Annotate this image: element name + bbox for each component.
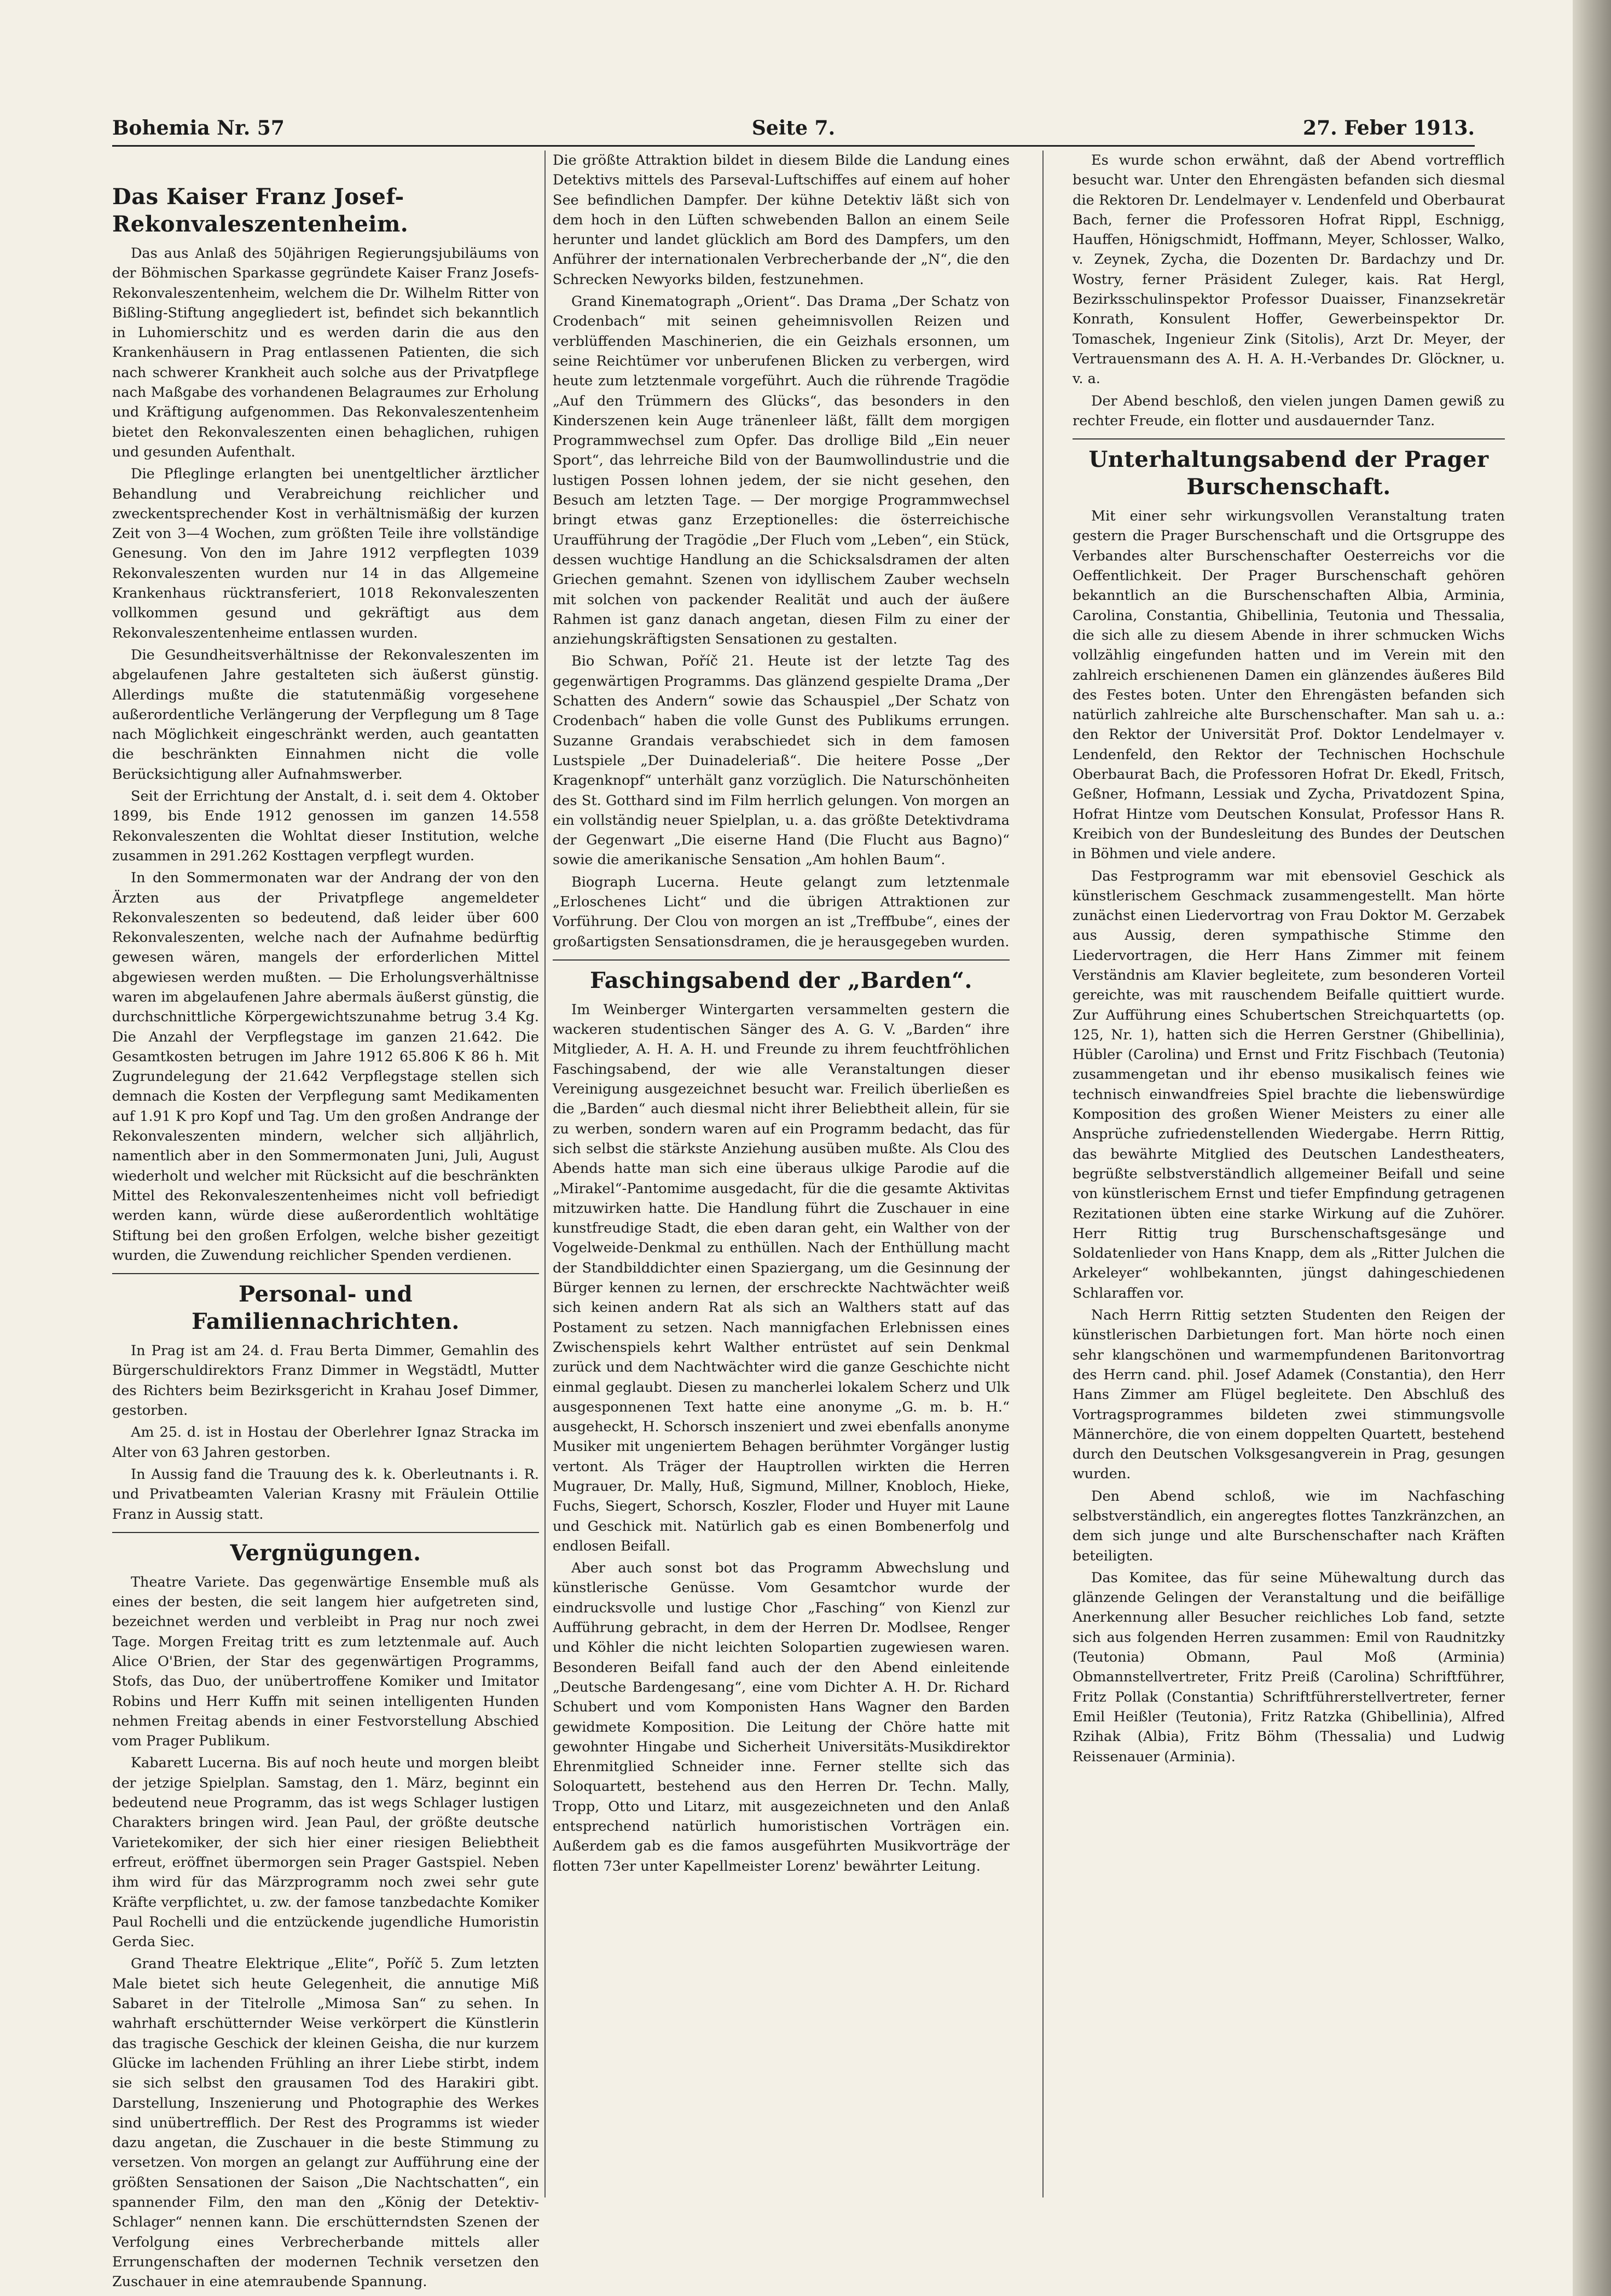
paragraph: Den Abend schloß, wie im Nachfasching selbstverständlich, ein angeregtes flottes Tanzkränzchen, an dem sich junge und alte Burschenschafter nach Kräften beteiligten.: [1073, 1488, 1505, 1564]
paragraph: Kabarett Lucerna. Bis auf noch heute und morgen bleibt der jetzige Spielplan. Samstag, den 1. März, beginnt ein bedeutend neue Programm, das ist wegs Schlager lustigen Charakters bringen wird. Jean Paul, der größte deutsche Varietekomiker, der sich hier einer riesigen Beliebtheit erfreut, eröffnet übermorgen sein Prager Gastspiel. Neben ihm wird für das Märzprogramm noch zwei sehr gute Kräfte verpflichtet, u. zw. der famose tanzbedachte Komiker Paul Rochelli und die entzückende jugendliche Humoristin Gerda Siec.: [112, 1755, 539, 1951]
paragraph: Grand Theatre Elektrique „Elite“, Poříč 5. Zum letzten Male bietet sich heute Gelegenheit, die annutige Miß Sabaret in der Titelrolle „Mimosa San“ zu sehen. In wahrhaft erschütternder Weise verkörpert die Künstlerin das tragische Geschick der kleinen Geisha, die nur kurzem Glücke im lachenden Frühling an ihrer Liebe stirbt, indem sie sich selbst den grausamen Tod des Harakiri gibt. Darstellung, Inszenierung und Photographie des Werkes sind unübertrefflich. Der Rest des Programms ist wieder dazu angetan, die Zuschauer in die beste Stimmung zu versetzen. Von morgen an gelangt zur Aufführung eine der größten Sensationen der Saison „Die Nachtschatten“, ein spannender Film, den man den „König der Detektiv-Schlager“ nennen kann. Die erschütterndsten Szenen der Verfolgung eines Verbrecherbande mittels aller Errungenschaften der modernen Technik versetzen den Zuschauer in eine atemraubende Spannung.: [112, 1956, 539, 2291]
section-headline: Personal- und Familiennachrichten.: [192, 1281, 460, 1335]
header-center: Seite 7.: [751, 117, 836, 140]
column-rule: [544, 151, 546, 2197]
paragraph: In Aussig fand die Trauung des k. k. Oberleutnants i. R. und Privatbeamten Valerian Krasny mit Fräulein Ottilie Franz in Aussig statt.: [112, 1466, 539, 1523]
paragraph: Am 25. d. ist in Hostau der Oberlehrer Ignaz Stracka im Alter von 63 Jahren gestorben.: [112, 1424, 539, 1461]
paragraph: Grand Kinematograph „Orient“. Das Drama „Der Schatz von Crodenbach“ mit seinen geheimnisvollen Reizen und verblüffenden Maschinerien, die ein Geizhals ersonnen, um seine Reichtümer vor unberufenen Blicken zu verbergen, wird heute zum letztenmale vorgeführt. Auch die rührende Tragödie „Auf den Trümmern des Glücks“, das besonders in den Kinderszenen kein Auge tränenleer läßt, fällt dem morgigen Programmwechsel zum Opfer. Das drollige Bild „Ein neuer Sport“, das lehrreiche Bild von der Baumwollindustrie und die lustigen Possen lohnen jedem, der sie nicht gesehen, den Besuch am letzten Tage. — Der morgige Programmwechsel bringt etwas ganz Erzeptionelles: die österreichische Uraufführung der Tragödie „Der Fluch vom „Leben“, ein Stück, dessen wuchtige Handlung an die Schicksalsdramen der alten Griechen gemahnt. Szenen von idyllischem Zauber wechseln mit solchen von packender Realität und auch der äußere Rahmen ist ganz danach angetan, diesen Film zu einer der anziehungskräftigsten Sensationen zu gestalten.: [553, 293, 1010, 648]
section-headline: Vergnügungen.: [230, 1540, 421, 1566]
page-header: [112, 112, 1475, 147]
paragraph: Das Komitee, das für seine Mühewaltung durch das glänzende Gelingen der Veranstaltung und die beifällige Anerkennung aller Besucher reichliches Lob fand, setzte sich aus folgenden Herren zusammen: Emil von Raudnitzky (Teutonia) Obmann, Paul Moß (Arminia) Obmannstellvertreter, Fritz Preiß (Carolina) Schriftführer, Fritz Pollak (Constantia) Schriftführerstellvertreter, ferner Emil Heißler (Teutonia), Fritz Ratzka (Ghibellinia), Alfred Rzihak (Albia), Fritz Böhm (Thessalia) und Ludwig Reissenauer (Arminia).: [1073, 1569, 1505, 1765]
header-left: Bohemia Nr. 57: [112, 117, 285, 140]
column-rule: [1042, 151, 1044, 2197]
divider: [1073, 438, 1505, 439]
paragraph: In Prag ist am 24. d. Frau Berta Dimmer, Gemahlin des Bürgerschuldirektors Franz Dimmer in Wegstädtl, Mutter des Richters beim Bezirksgericht in Krahau Josef Dimmer, gestorben.: [112, 1343, 539, 1419]
section-headline: Unterhaltungsabend der Prager Burschenschaft.: [1088, 447, 1489, 500]
paragraph: Die Gesundheitsverhältnisse der Rekonvaleszenten im abgelaufenen Jahre gestalteten sich äußerst günstig. Allerdings mußte die statutenmäßig vorgesehene außerordentliche Verlängerung der Verpflegung um 8 Tage nach Möglichkeit eingeschränkt werden, auch geantatten die beschränkten Einnahmen nicht die volle Berücksichtigung aller Aufnahmswerber.: [112, 646, 539, 783]
paragraph: Bio Schwan, Poříč 21. Heute ist der letzte Tag des gegenwärtigen Programms. Das glänzend gespielte Drama „Der Schatten des Andern“ sowie das Schauspiel „Der Schatz von Crodenbach“ haben die volle Gunst des Publikums errungen. Suzanne Grandais verabschiedet sich in dem famosen Lustspiele „Der Duinadeleriaß“. Die heitere Posse „Der Kragenknopf“ unterhält ganz vorzüglich. Die Naturschönheiten des St. Gotthard sind im Film herrlich gelungen. Von morgen an ein vollständig neuer Spielplan, u. a. das größte Detektivdrama der Gegenwart „Die eiserne Hand (Die Flucht aus Bagno)“ sowie die amerikanische Sensation „Am hohlen Baum“.: [553, 653, 1010, 869]
paragraph: Mit einer sehr wirkungsvollen Veranstaltung traten gestern die Prager Burschenschaft und die Ortsgruppe des Verbandes alter Burschenschafter Oesterreichs vor die Oeffentlichkeit. Der Prager Burschenschaft gehören bekanntlich an die Burschenschaften Albia, Arminia, Carolina, Constantia, Ghibellinia, Teutonia und Thessalia, die sich alle zu diesem Abende in ihrer schmucken Wichs vollzählig eingefunden hatten und im Verein mit den zahlreich erschienenen Damen ein glänzendes äußeres Bild des Festes boten. Unter den Ehrengästen befanden sich natürlich zahlreiche alte Burschenschafter. Man sah u. a.: den Rektor der Universität Prof. Doktor Lendelmayer v. Lendenfeld, den Rektor der Technischen Hochschule Oberbaurat Bach, die Professoren Hofrat Dr. Ekedl, Fritsch, Geßner, Hofmann, Lessiak und Zycha, Privatdozent Spina, Hofrat Hintze vom Deutschen Konsulat, Professor Hans R. Kreibich von der Bundesleitung des Bundes der Deutschen in Böhmen und viele andere.: [1073, 508, 1505, 863]
paragraph: Seit der Errichtung der Anstalt, d. i. seit dem 4. Oktober 1899, bis Ende 1912 genossen im ganzen 14.558 Rekonvaleszenten die Wohltat dieser Institution, welche zusammen in 291.262 Kosttagen verpflegt wurden.: [112, 788, 539, 864]
paragraph: Das aus Anlaß des 50jährigen Regierungsjubiläums von der Böhmischen Sparkasse gegründete Kaiser Franz Josefs-Rekonvaleszentenheim, welchem die Dr. Wilhelm Ritter von Bißling-Stiftung angegliedert ist, befindet sich bekanntlich in Luhomierschitz und es werden darin die aus den Krankenhäusern in Prag entlassenen Patienten, die sich nach schwerer Krankheit auch solche aus der Privatpflege nach Maßgabe des vorhandenen Belagraumes zur Erholung und Kräftigung aufgenommen. Das Rekonvaleszentenheim bietet den Rekonvaleszenten einen behaglichen, ruhigen und gesunden Aufenthalt.: [112, 245, 539, 460]
paragraph: Aber auch sonst bot das Programm Abwechslung und künstlerische Genüsse. Vom Gesamtchor wurde der eindrucksvolle und lustige Chor „Fasching“ von Kienzl zur Aufführung gebracht, in dem der Herren Dr. Modlsee, Renger und Köhler die nicht leichten Solopartien zugewiesen waren. Besonderen Beifall fand auch der den Abend einleitende „Deutsche Bardengesang“, eine vom Dichter A. H. Dr. Richard Schubert und vom Komponisten Hans Wagner den Barden gewidmete Komposition. Die Leitung der Chöre hatte mit gewohnter Hingabe und Sicherheit Universitäts-Musikdirektor Ehrenmitglied Schneider inne. Ferner stellte sich das Soloquartett, bestehend aus den Herren Dr. Techn. Mally, Tropp, Otto und Litarz, mit ausgezeichneten und den Anlaß entsprechend natürlich humoristischen Vorträgen ein. Außerdem gab es die famos ausgeführten Musikvorträge der flotten 73er unter Kapellmeister Lorenz' bewährter Leitung.: [553, 1560, 1010, 1875]
paragraph: Theatre Variete. Das gegenwärtige Ensemble muß als eines der besten, die seit langem hier aufgetreten sind, bezeichnet werden und verbleibt in Prag nur noch zwei Tage. Morgen Freitag tritt es zum letztenmale auf. Auch Alice O'Brien, der Star des gegenwärtigen Programms, Stofs, das Duo, der unübertroffene Komiker und Imitator Robins und Herr Kuffn mit seinen intelligenten Hunden nehmen Freitag abends in einer Festvorstellung Abschied vom Prager Publikum.: [112, 1574, 539, 1750]
paragraph: Die größte Attraktion bildet in diesem Bilde die Landung eines Detektivs mittels des Parseval-Luftschiffes auf einem auf hoher See befindlichen Dampfer. Der kühne Detektiv läßt sich von dem hoch in den Lüften schwebenden Ballon an einem Seile herunter und landet glücklich am Bord des Dampfers, um den Anführer der internationalen Verbrecherbande der „N“, die den Schrecken Newyorks bilden, festzunehmen.: [553, 152, 1010, 288]
paragraph: Biograph Lucerna. Heute gelangt zum letztenmale „Erloschenes Licht“ und die übrigen Attraktionen zur Vorführung. Der Clou von morgen an ist „Treffbube“, eines der großartigsten Sensationsdramen, die je herausgegeben wurden.: [553, 874, 1010, 950]
divider: [112, 1273, 539, 1274]
divider: [553, 959, 1010, 961]
paragraph: Die Pfleglinge erlangten bei unentgeltlicher ärztlicher Behandlung und Verabreichung reichlicher und zweckentsprechender Kost in verhältnismäßig der kurzen Zeit von 3—4 Wochen, zum größten Teile ihre vollständige Genesung. Von den im Jahre 1912 verpflegten 1039 Rekonvaleszenten wurden nur 14 in das Allgemeine Krankenhaus rücktransferiert, 1018 Rekonvaleszenten vollkommen gesund und gekräftigt aus dem Rekonvaleszentenheime entlassen wurden.: [112, 466, 539, 641]
paragraph: In den Sommermonaten war der Andrang der von den Ärzten aus der Privatpflege angemeldeter Rekonvaleszenten so bedeutend, daß leider über 600 Rekonvaleszenten, welche nach der Aufnahme bedürftig gewesen wären, mangels der erforderlichen Mittel abgewiesen werden mußten. — Die Erholungsverhältnisse waren im abgelaufenen Jahre abermals äußerst günstig, die durchschnittliche Körpergewichtszunahme betrug 3.4 Kg. Die Anzahl der Verpflegstage im ganzen 21.642. Die Gesamtkosten betrugen im Jahre 1912 65.806 K 86 h. Mit Zugrundelegung der 21.642 Verpflegstage stellen sich demnach die Kosten der Verpflegung samt Medikamenten auf 1.91 K pro Kopf und Tag. Um den großen Andrange der Rekonvaleszenten mindern, welcher sich alljährlich, namentlich aber in den Sommermonaten Juni, Juli, August wiederholt und welcher mit Rücksicht auf die beschränkten Mittel des Rekonvaleszentenheimes nicht voll befriedigt werden kann, würde diese außerordentlich wohltätige Stiftung bei den großen Erfolgen, welche bisher gezeitigt wurden, die Zuwendung reichlicher Spenden verdienen.: [112, 870, 539, 1264]
column-2: [553, 151, 1010, 2197]
paragraph: Der Abend beschloß, den vielen jungen Damen gewiß zu rechter Freude, ein flotter und ausdauernder Tanz.: [1073, 392, 1505, 429]
paragraph: Das Festprogramm war mit ebensoviel Geschick als künstlerischem Geschmack zusammengestellt. Man hörte zunächst einen Liedervortrag von Frau Doktor M. Gerzabek aus Aussig, deren sympathische Stimme den Liedervortragen, die Herr Hans Zimmer mit feinem Verständnis am Klavier begleitete, zum besonderen Vorteil gereichte, was mit rauschendem Beifalle quittiert wurde. Zur Aufführung eines Schubertschen Streichquartetts (op. 125, Nr. 1), hatten sich die Herren Gerstner (Ghibellinia), Hübler (Carolina) und Ernst und Fritz Fischbach (Teutonia) zusammengetan und ihr ebenso musikalisch feines wie technisch einwandfreies Spiel brachte die liebenswürdige Komposition des großen Wiener Meisters zu einer alle Ansprüche zufriedenstellenden Wiedergabe. Herrn Rittig, das bewährte Mitglied des Deutschen Landestheaters, begrüßte selbstverständlich allgemeiner Beifall und seine von künstlerischem Ernst und tiefer Empfindung getragenen Rezitationen übten eine starke Wirkung auf die Zuhörer. Herr Rittig trug Burschenschaftsgesänge und Soldatenlieder von Hans Knapp, dem als „Ritter Julchen die Arkeleyer“ wohlbekannten, jüngst dahingeschiedenen Schlaraffen vor.: [1073, 867, 1505, 1302]
paragraph: Nach Herrn Rittig setzten Studenten den Reigen der künstlerischen Darbietungen fort. Man hörte noch einen sehr klangschönen und warmempfundenen Baritonvortrag des Herrn cand. phil. Josef Adamek (Constantia), den Herr Hans Zimmer am Flügel begleitete. Den Abschluß des Vortragsprogrammes bildeten zwei stimmungsvolle Männerchöre, die von einem doppelten Quartett, bestehend durch den Deutschen Volksgesangverein in Prag, gesungen wurden.: [1073, 1307, 1505, 1483]
paragraph: Im Weinberger Wintergarten versammelten gestern die wackeren studentischen Sänger des A. G. V. „Barden“ ihre Mitglieder, A. H. A. H. und Freunde zu ihrem feuchtfröhlichen Faschingsabend, der wie alle Veranstaltungen dieser Vereinigung ausgezeichnet besucht war. Freilich überließen es die „Barden“ auch diesmal nicht ihrer Beliebtheit allein, für sie zu werben, sondern waren auf ein Programm bedacht, das für sich selbst die stärkste Anziehung ausüben mußte. Als Clou des Abends hatte man sich eine überaus ulkige Parodie auf die „Mirakel“-Pantomime ausgedacht, für die die gesamte Aktivitas mitzuwirken hatte. Die Handlung führt die Zuschauer in eine kunstfreudige Stadt, die eben daran geht, ein Walther von der Vogelweide-Denkmal zu enthüllen. Nach der Enthüllung macht der Standbilddichter einen Spaziergang, um die Gesinnung der Bürger kennen zu lernen, der erschreckte Nachtwächter weiß sich keinen andern Rat als sich an Walthers statt auf das Postament zu setzen. Nach mannigfachen Erlebnissen eines Zwischenspiels kehrt Walther entrüstet auf sein Denkmal zurück und dem Nachtwächter wird die ganze Geschichte nicht einmal geglaubt. Diesen zu mancherlei lokalem Scherz und Ulk ausgesponnenen Text hatte eine anonyme „G. m. b. H.“ ausgeheckt, H. Schorsch inszeniert und zwei ebenfalls anonyme Musiker mit ungeniertem Behagen berühmter Vorgänger lustig vertont. Als Träger der Hauptrollen wirkten die Herren Mugrauer, Dr. Mally, Huß, Sigmund, Millner, Knobloch, Hieke, Fuchs, Siegert, Schorsch, Koszler, Floder und Huyer mit Laune und Geschick mit. Natürlich gab es einen Bombenerfolg und endlosen Beifall.: [553, 1001, 1010, 1554]
column-1: [112, 151, 539, 2291]
scan-edge: [1573, 0, 1611, 2296]
column-3: [1073, 151, 1505, 2197]
divider: [112, 1532, 539, 1533]
paragraph: Es wurde schon erwähnt, daß der Abend vortrefflich besucht war. Unter den Ehrengästen befanden sich diesmal die Rektoren Dr. Lendelmayer v. Lendenfeld und Oberbaurat Bach, ferner die Professoren Hofrat Rippl, Eschnigg, Hauffen, Hönigschmidt, Hoffmann, Meyer, Schlosser, Walko, v. Zeynek, Zycha, die Dozenten Dr. Bardachzy und Dr. Wostry, ferner Präsident Zuleger, kais. Rat Hergl, Bezirksschulinspektor Professor Duaisser, Finanzsekretär Konrath, Konsulent Hoffer, Gewerbeinspektor Dr. Tomaschek, Ingenieur Zink (Sitolis), Arzt Dr. Meyer, der Vertrauensmann des A. H. A. H.-Verbandes Dr. Glöckner, u. v. a.: [1073, 152, 1505, 388]
header-right: 27. Feber 1913.: [1303, 117, 1475, 140]
section-headline: Faschingsabend der „Barden“.: [590, 967, 972, 993]
article-headline: Das Kaiser Franz Josef-Rekonvaleszentenheim.: [112, 184, 409, 237]
